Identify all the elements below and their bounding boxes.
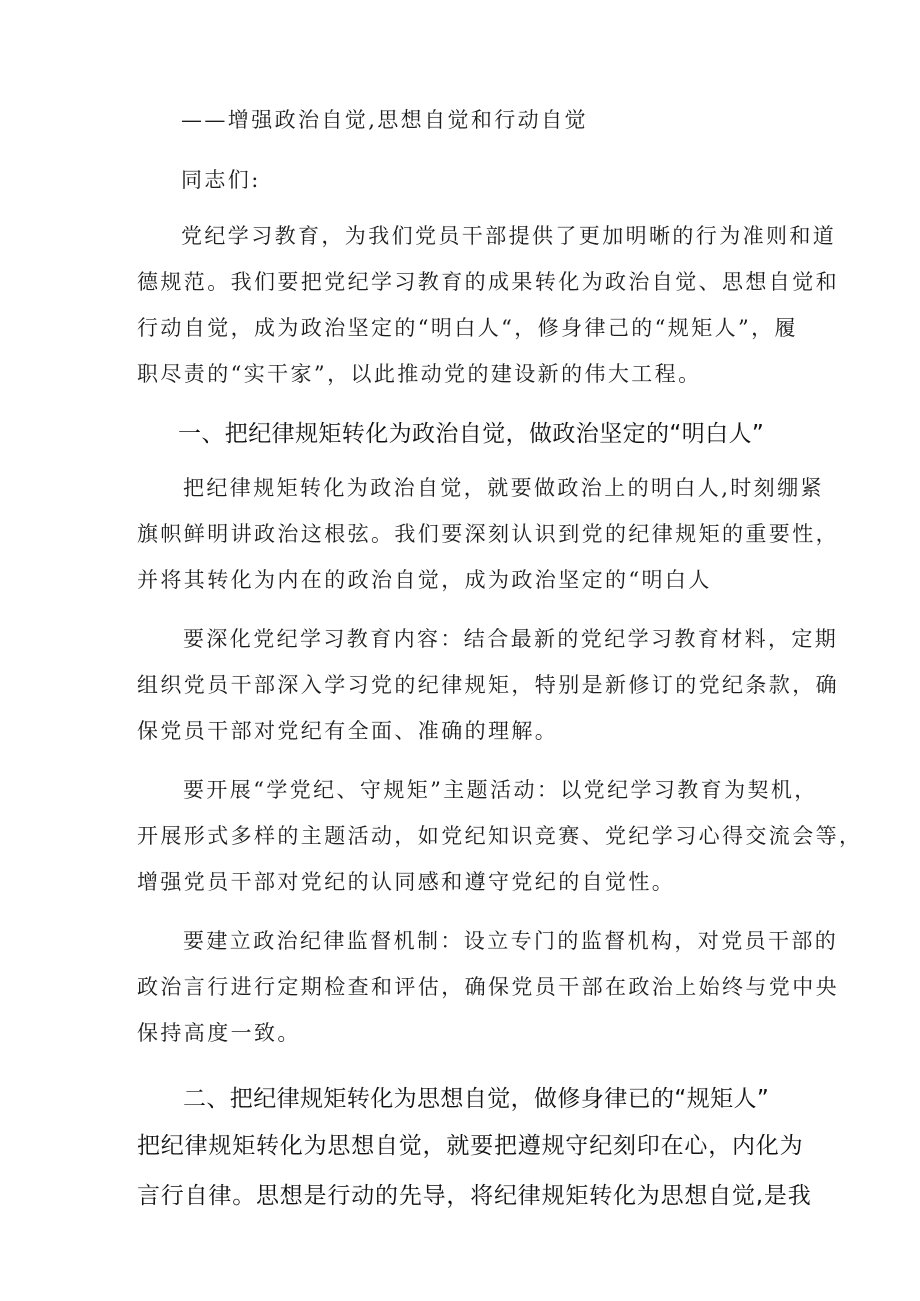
- section1-para3-line: 开展形式多样的主题活动，如党纪知识竞赛、党纪学习心得交流会等，: [137, 824, 863, 848]
- section1-para1-line: 并将其转化为内在的政治自觉，成为政治坚定的“明白人: [137, 568, 712, 592]
- intro-line: 党纪学习教育，为我们党员干部提供了更加明晰的行为准则和道: [181, 224, 837, 248]
- intro-line: 行动自觉，成为政治坚定的“明白人“，修身律己的“规矩人”，履: [137, 316, 798, 340]
- greeting: 同志们:: [181, 168, 261, 192]
- intro-line: 职尽责的“实干家”，以此推动党的建设新的伟大工程。: [137, 362, 702, 386]
- section1-heading: 一、把纪律规矩转化为政治自觉，做政治坚定的“明白人”: [178, 421, 765, 447]
- section1-para1-line: 把纪律规矩转化为政治自觉，就要做政治上的明白人,时刻绷紧: [183, 476, 824, 500]
- section1-para4-line: 保持高度一致。: [137, 1021, 301, 1045]
- section1-para1-line: 旗帜鲜明讲政治这根弦。我们要深刻认识到党的纪律规矩的重要性，: [137, 522, 839, 546]
- section1-para4-line: 要建立政治纪律监督机制：设立专门的监督机构，对党员干部的: [183, 929, 839, 953]
- section2-para1-line: 言行自律。思想是行动的先导，将纪律规矩转化为思想自觉,是我: [137, 1183, 812, 1209]
- section2-heading: 二、把纪律规矩转化为思想自觉，做修身律已的“规矩人”: [183, 1086, 770, 1112]
- document-subtitle: ——增强政治自觉,思想自觉和行动自觉: [181, 108, 588, 132]
- section1-para2-line: 组织党员干部深入学习党的纪律规矩，特别是新修订的党纪条款，确: [137, 673, 839, 697]
- section1-para4-line: 政治言行进行定期检查和评估，确保党员干部在政治上始终与党中央: [137, 975, 839, 999]
- section1-para2-line: 要深化党纪学习教育内容：结合最新的党纪学习教育材料，定期: [183, 627, 839, 651]
- section1-para2-line: 保党员干部对党纪有全面、准确的理解。: [137, 719, 559, 743]
- section1-para3-line: 要开展“学党纪、守规矩”主题活动：以党纪学习教育为契机，: [183, 778, 818, 802]
- intro-line: 德规范。我们要把党纪学习教育的成果转化为政治自觉、思想自觉和: [137, 270, 839, 294]
- section1-para3-line: 增强党员干部对党纪的认同感和遵守党纪的自觉性。: [137, 870, 676, 894]
- section2-para1-line: 把纪律规矩转化为思想自觉，就要把遵规守纪刻印在心，内化为: [137, 1133, 804, 1159]
